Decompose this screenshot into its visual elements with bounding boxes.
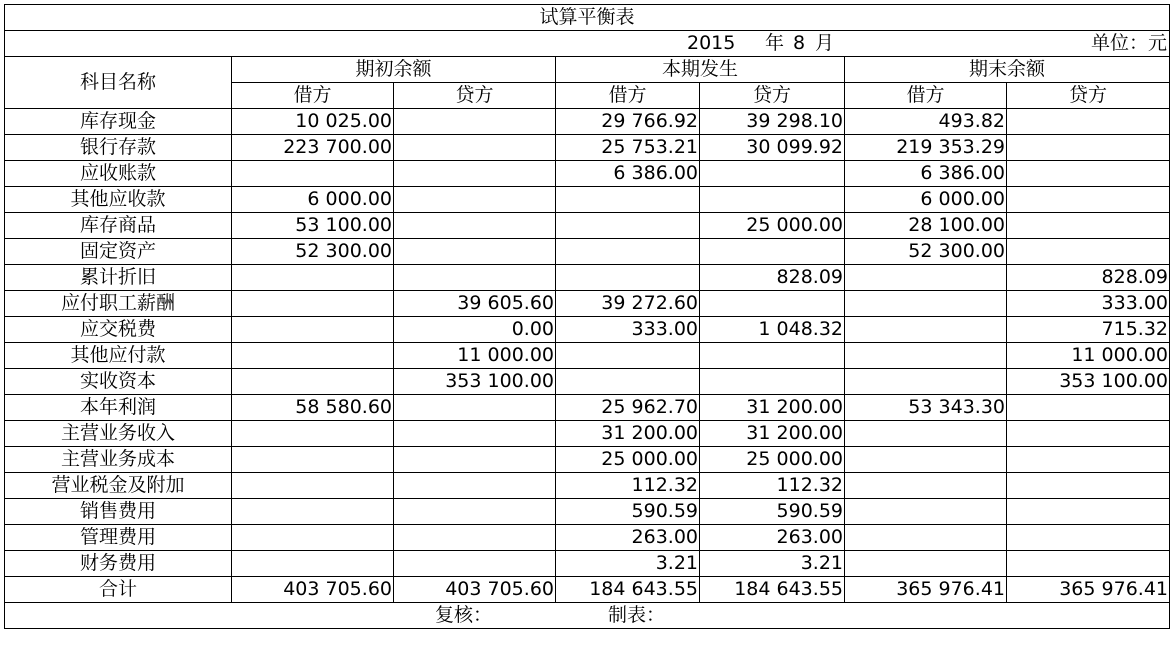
table-row <box>5 447 1170 473</box>
opening-credit-cell <box>394 187 556 213</box>
table-row <box>5 525 1170 551</box>
date-year-unit: 年 <box>765 32 785 54</box>
account-name-cell: 应付职工薪酬 <box>5 291 232 317</box>
closing-debit-cell <box>845 317 1007 343</box>
opening-credit-cell <box>394 395 556 421</box>
closing-debit-cell: 6 386.00 <box>845 161 1007 187</box>
account-name-cell: 其他应收款 <box>5 187 232 213</box>
closing-debit-cell <box>845 421 1007 447</box>
maker-label: 制表： <box>608 604 666 626</box>
account-name-cell: 累计折旧 <box>5 265 232 291</box>
current-credit-cell <box>700 187 845 213</box>
closing-debit-cell: 493.82 <box>845 109 1007 135</box>
current-credit-cell: 31 200.00 <box>700 421 845 447</box>
current-credit-cell <box>700 239 845 265</box>
footer-row <box>5 603 1170 629</box>
date-row <box>5 31 1170 57</box>
closing-credit-cell <box>1007 525 1170 551</box>
opening-credit-cell <box>394 421 556 447</box>
account-name-cell: 银行存款 <box>5 135 232 161</box>
closing-credit-cell: 715.32 <box>1007 317 1170 343</box>
table-row <box>5 499 1170 525</box>
closing-debit-cell <box>845 291 1007 317</box>
current-debit-cell <box>556 239 700 265</box>
closing-credit-cell <box>1007 161 1170 187</box>
opening-credit-cell <box>394 473 556 499</box>
closing-debit-cell: 6 000.00 <box>845 187 1007 213</box>
opening-credit-cell <box>394 447 556 473</box>
opening-credit-cell: 39 605.60 <box>394 291 556 317</box>
current-debit-cell: 39 272.60 <box>556 291 700 317</box>
account-name-cell: 本年利润 <box>5 395 232 421</box>
total-row <box>5 577 1170 603</box>
account-name-cell: 库存现金 <box>5 109 232 135</box>
closing-credit-cell <box>1007 421 1170 447</box>
header-opening-credit: 贷方 <box>394 83 556 109</box>
current-debit-cell: 31 200.00 <box>556 421 700 447</box>
current-credit-cell: 39 298.10 <box>700 109 845 135</box>
current-debit-cell: 25 962.70 <box>556 395 700 421</box>
closing-credit-cell <box>1007 447 1170 473</box>
closing-credit-cell <box>1007 499 1170 525</box>
account-name-cell: 营业税金及附加 <box>5 473 232 499</box>
closing-credit-cell: 353 100.00 <box>1007 369 1170 395</box>
table-row <box>5 551 1170 577</box>
opening-debit-cell: 52 300.00 <box>232 239 394 265</box>
table-row <box>5 291 1170 317</box>
closing-credit-cell <box>1007 239 1170 265</box>
closing-credit-cell: 11 000.00 <box>1007 343 1170 369</box>
current-debit-cell: 25 753.21 <box>556 135 700 161</box>
account-name-cell: 固定资产 <box>5 239 232 265</box>
opening-credit-cell <box>394 109 556 135</box>
total-current-credit-cell: 184 643.55 <box>700 577 845 603</box>
current-debit-cell: 29 766.92 <box>556 109 700 135</box>
opening-debit-cell <box>232 343 394 369</box>
current-debit-cell: 112.32 <box>556 473 700 499</box>
opening-debit-cell <box>232 421 394 447</box>
trial-balance-table <box>4 4 1170 629</box>
current-credit-cell: 112.32 <box>700 473 845 499</box>
opening-credit-cell <box>394 161 556 187</box>
account-name-cell: 其他应付款 <box>5 343 232 369</box>
total-current-debit-cell: 184 643.55 <box>556 577 700 603</box>
closing-credit-cell: 333.00 <box>1007 291 1170 317</box>
current-credit-cell: 263.00 <box>700 525 845 551</box>
current-debit-cell: 3.21 <box>556 551 700 577</box>
closing-debit-cell: 28 100.00 <box>845 213 1007 239</box>
header-current-credit: 贷方 <box>700 83 845 109</box>
table-row <box>5 187 1170 213</box>
closing-debit-cell <box>845 499 1007 525</box>
opening-debit-cell: 223 700.00 <box>232 135 394 161</box>
opening-credit-cell <box>394 499 556 525</box>
current-credit-cell <box>700 291 845 317</box>
total-closing-debit-cell: 365 976.41 <box>845 577 1007 603</box>
table-row <box>5 395 1170 421</box>
closing-debit-cell <box>845 369 1007 395</box>
opening-debit-cell <box>232 317 394 343</box>
header-opening-debit: 借方 <box>232 83 394 109</box>
account-name-cell: 财务费用 <box>5 551 232 577</box>
current-debit-cell <box>556 343 700 369</box>
total-closing-credit-cell: 365 976.41 <box>1007 577 1170 603</box>
account-name-cell: 主营业务成本 <box>5 447 232 473</box>
account-name-cell: 销售费用 <box>5 499 232 525</box>
total-opening-debit-cell: 403 705.60 <box>232 577 394 603</box>
closing-credit-cell <box>1007 395 1170 421</box>
current-debit-cell: 25 000.00 <box>556 447 700 473</box>
review-label: 复核： <box>435 604 493 626</box>
account-name-cell: 主营业务收入 <box>5 421 232 447</box>
current-debit-cell <box>556 187 700 213</box>
current-credit-cell <box>700 343 845 369</box>
account-name-cell: 实收资本 <box>5 369 232 395</box>
current-credit-cell: 590.59 <box>700 499 845 525</box>
closing-debit-cell <box>845 551 1007 577</box>
opening-debit-cell <box>232 499 394 525</box>
current-credit-cell: 828.09 <box>700 265 845 291</box>
closing-credit-cell <box>1007 213 1170 239</box>
opening-debit-cell <box>232 551 394 577</box>
signature-footer <box>5 603 1170 629</box>
current-debit-cell <box>556 369 700 395</box>
account-name-cell: 应交税费 <box>5 317 232 343</box>
current-credit-cell: 25 000.00 <box>700 213 845 239</box>
opening-debit-cell: 10 025.00 <box>232 109 394 135</box>
closing-debit-cell <box>845 265 1007 291</box>
opening-credit-cell: 11 000.00 <box>394 343 556 369</box>
current-credit-cell: 1 048.32 <box>700 317 845 343</box>
opening-debit-cell: 53 100.00 <box>232 213 394 239</box>
current-credit-cell <box>700 369 845 395</box>
opening-credit-cell: 353 100.00 <box>394 369 556 395</box>
date-month: 8 <box>793 32 806 54</box>
closing-credit-cell <box>1007 109 1170 135</box>
closing-credit-cell <box>1007 135 1170 161</box>
header-account-name: 科目名称 <box>5 57 232 109</box>
current-credit-cell: 3.21 <box>700 551 845 577</box>
opening-debit-cell: 58 580.60 <box>232 395 394 421</box>
opening-credit-cell <box>394 265 556 291</box>
closing-debit-cell: 53 343.30 <box>845 395 1007 421</box>
table-row <box>5 239 1170 265</box>
closing-debit-cell <box>845 343 1007 369</box>
table-row <box>5 161 1170 187</box>
table-row <box>5 213 1170 239</box>
opening-credit-cell <box>394 525 556 551</box>
opening-debit-cell <box>232 369 394 395</box>
closing-debit-cell <box>845 525 1007 551</box>
header-current-debit: 借方 <box>556 83 700 109</box>
table-title: 试算平衡表 <box>5 5 1170 31</box>
table-row <box>5 135 1170 161</box>
unit-label: 单位：元 <box>1091 32 1168 54</box>
header-closing-credit: 贷方 <box>1007 83 1170 109</box>
account-name-cell: 应收账款 <box>5 161 232 187</box>
opening-debit-cell <box>232 265 394 291</box>
closing-credit-cell: 828.09 <box>1007 265 1170 291</box>
closing-credit-cell <box>1007 551 1170 577</box>
account-name-cell: 管理费用 <box>5 525 232 551</box>
opening-debit-cell: 6 000.00 <box>232 187 394 213</box>
current-debit-cell <box>556 265 700 291</box>
opening-credit-cell: 0.00 <box>394 317 556 343</box>
date-year: 2015 <box>687 32 736 54</box>
current-credit-cell: 30 099.92 <box>700 135 845 161</box>
date-month-unit: 月 <box>815 32 835 54</box>
opening-debit-cell <box>232 161 394 187</box>
header-closing-balance: 期末余额 <box>845 57 1170 83</box>
table-row <box>5 369 1170 395</box>
closing-credit-cell <box>1007 473 1170 499</box>
table-row <box>5 473 1170 499</box>
account-name-cell: 库存商品 <box>5 213 232 239</box>
closing-debit-cell <box>845 447 1007 473</box>
table-row <box>5 343 1170 369</box>
total-account-name-cell: 合计 <box>5 577 232 603</box>
current-debit-cell <box>556 213 700 239</box>
closing-debit-cell: 219 353.29 <box>845 135 1007 161</box>
total-opening-credit-cell: 403 705.60 <box>394 577 556 603</box>
opening-debit-cell <box>232 473 394 499</box>
closing-debit-cell <box>845 473 1007 499</box>
opening-credit-cell <box>394 239 556 265</box>
header-opening-balance: 期初余额 <box>232 57 556 83</box>
table-row <box>5 317 1170 343</box>
table-row <box>5 265 1170 291</box>
current-debit-cell: 6 386.00 <box>556 161 700 187</box>
trial-balance-sheet <box>4 4 1169 629</box>
opening-debit-cell <box>232 525 394 551</box>
current-debit-cell: 263.00 <box>556 525 700 551</box>
opening-credit-cell <box>394 135 556 161</box>
table-row <box>5 421 1170 447</box>
opening-debit-cell <box>232 447 394 473</box>
closing-debit-cell: 52 300.00 <box>845 239 1007 265</box>
closing-credit-cell <box>1007 187 1170 213</box>
current-credit-cell <box>700 161 845 187</box>
header-closing-debit: 借方 <box>845 83 1007 109</box>
current-credit-cell: 25 000.00 <box>700 447 845 473</box>
table-row <box>5 109 1170 135</box>
current-debit-cell: 590.59 <box>556 499 700 525</box>
opening-debit-cell <box>232 291 394 317</box>
current-debit-cell: 333.00 <box>556 317 700 343</box>
opening-credit-cell <box>394 551 556 577</box>
header-current-period: 本期发生 <box>556 57 845 83</box>
opening-credit-cell <box>394 213 556 239</box>
current-credit-cell: 31 200.00 <box>700 395 845 421</box>
